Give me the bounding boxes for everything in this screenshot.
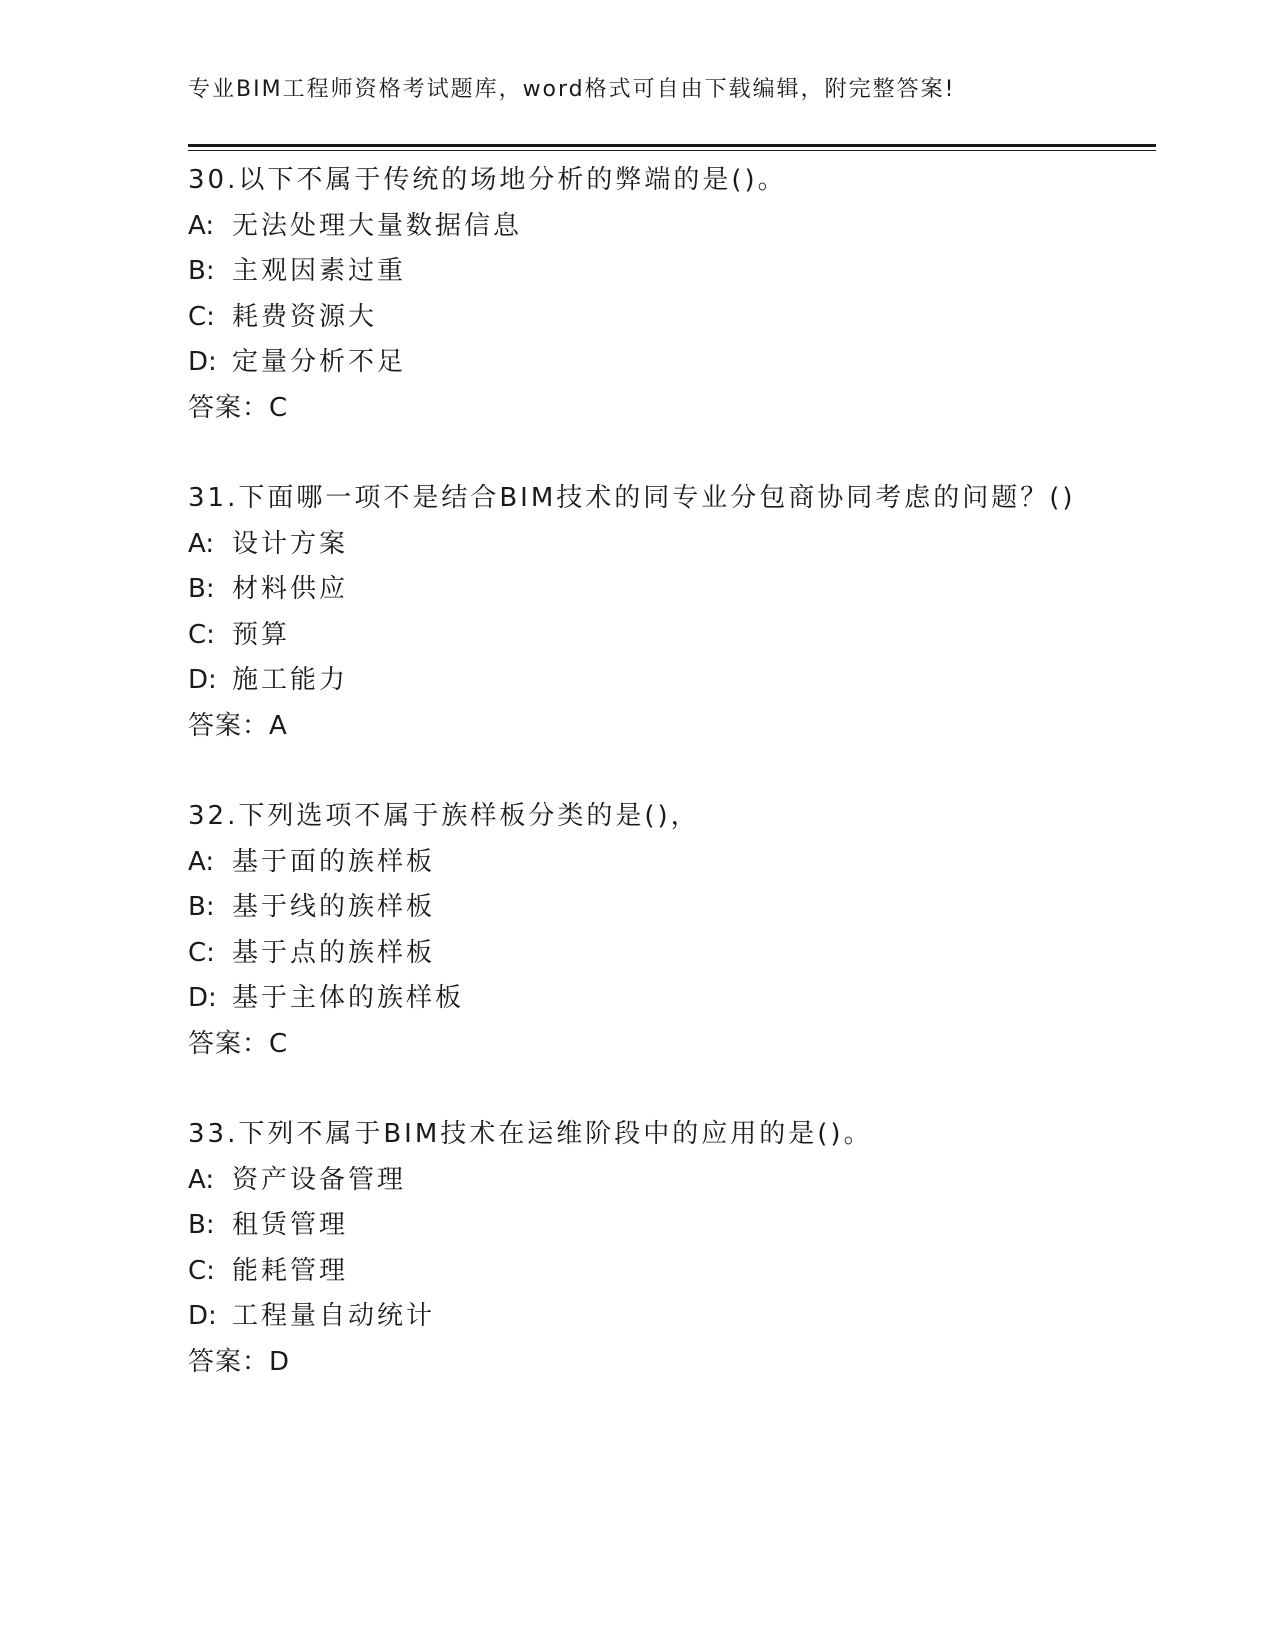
question-33: [188, 1112, 1168, 1385]
option-text: 基于点的族样板: [232, 937, 436, 968]
option-d: [188, 340, 1168, 386]
option-text: 资产设备管理: [232, 1164, 407, 1195]
answer-line: [188, 1340, 1168, 1386]
answer-label: 答案：: [188, 710, 270, 741]
answer-label: 答案：: [188, 392, 270, 423]
option-a: [188, 1158, 1168, 1204]
question-stem: 33.下列不属于BIM技术在运维阶段中的应用的是()。: [188, 1119, 873, 1149]
option-letter: C:: [188, 301, 215, 332]
question-stem: 32.下列选项不属于族样板分类的是()，: [188, 801, 700, 831]
option-text: 耗费资源大: [232, 301, 378, 332]
answer-label: 答案：: [188, 1346, 270, 1377]
answer-label: 答案：: [188, 1028, 270, 1059]
option-letter: A:: [188, 210, 215, 241]
option-text: 能耗管理: [232, 1255, 349, 1286]
answer-line: [188, 386, 1168, 432]
answer-line: [188, 1022, 1168, 1068]
option-d: [188, 658, 1168, 704]
answer-value: C: [269, 392, 288, 423]
answer-value: C: [269, 1028, 288, 1059]
option-text: 基于面的族样板: [232, 846, 436, 877]
option-b: [188, 249, 1168, 295]
option-text: 施工能力: [232, 665, 349, 695]
option-letter: D:: [188, 665, 217, 695]
option-letter: B:: [188, 574, 215, 604]
option-letter: B:: [188, 892, 215, 922]
header-divider: [188, 144, 1156, 151]
option-text: 设计方案: [232, 528, 349, 559]
option-letter: D:: [188, 983, 217, 1013]
option-letter: C:: [188, 937, 215, 968]
option-letter: D:: [188, 1301, 217, 1331]
option-a: [188, 204, 1168, 250]
option-a: [188, 522, 1168, 568]
question-32: [188, 794, 1168, 1067]
option-c: [188, 931, 1168, 977]
option-letter: C:: [188, 1255, 215, 1286]
option-letter: B:: [188, 256, 215, 286]
option-letter: B:: [188, 1210, 215, 1240]
question-30: [188, 158, 1168, 431]
option-c: [188, 1249, 1168, 1295]
option-text: 基于线的族样板: [232, 892, 436, 922]
answer-value: A: [269, 710, 287, 741]
option-b: [188, 1203, 1168, 1249]
question-31: [188, 476, 1168, 749]
option-letter: A:: [188, 528, 215, 559]
answer-value: D: [269, 1346, 290, 1377]
page-header: 专业BIM工程师资格考试题库，word格式可自由下载编辑，附完整答案!: [188, 77, 956, 102]
option-text: 无法处理大量数据信息: [232, 210, 523, 241]
option-b: [188, 567, 1168, 613]
option-a: [188, 840, 1168, 886]
option-d: [188, 1294, 1168, 1340]
option-text: 预算: [232, 619, 291, 650]
option-b: [188, 885, 1168, 931]
question-stem: 31.下面哪一项不是结合BIM技术的同专业分包商协同考虑的问题？(): [188, 483, 1076, 513]
question-list: [188, 158, 1168, 1430]
option-text: 定量分析不足: [232, 347, 407, 377]
option-text: 工程量自动统计: [232, 1301, 436, 1331]
option-text: 基于主体的族样板: [232, 983, 465, 1013]
option-letter: C:: [188, 619, 215, 650]
option-letter: D:: [188, 347, 217, 377]
option-c: [188, 613, 1168, 659]
option-letter: A:: [188, 846, 215, 877]
option-text: 租赁管理: [232, 1210, 349, 1240]
option-c: [188, 295, 1168, 341]
option-text: 主观因素过重: [232, 256, 407, 286]
option-d: [188, 976, 1168, 1022]
question-stem: 30.以下不属于传统的场地分析的弊端的是()。: [188, 165, 787, 195]
answer-line: [188, 704, 1168, 750]
option-text: 材料供应: [232, 574, 349, 604]
option-letter: A:: [188, 1164, 215, 1195]
